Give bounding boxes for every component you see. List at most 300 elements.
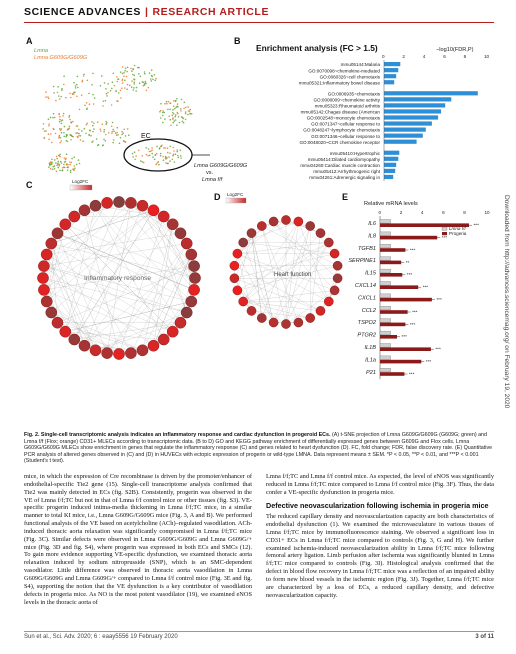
tsne-point bbox=[155, 154, 157, 156]
inflammatory-gene-node bbox=[69, 211, 80, 222]
tsne-point bbox=[59, 116, 61, 118]
tsne-point bbox=[83, 74, 85, 76]
tsne-point bbox=[66, 164, 68, 166]
tsne-point bbox=[112, 142, 114, 144]
inflammatory-gene-node bbox=[148, 340, 159, 351]
body-paragraph: mice, in which the expression of Cre recombinase is driven by the promoter/enhancer of endothelial-specific Tie2 gene (15). Single-cell transcriptome analysis confirmed that Tie2 was mainly detected in ECs (fig. S2B). Consistently, progerin was observed in the VE of Lmna f/f;TC but not in that of Lmna f/f control mice or other tissues (fig. S3). VE-specific progerin induced intima-media thickening in Lmna f/f;TC mice, in a similar manner to total KI mice, i.e., Lmna G609G/G609G mice (Fig. 3, A and B). We performed functional analysis of the VE based on acetylcholine (ACh)–regulated vasodilation. ACh-induced thoracic aorta relaxation was significantly compromised in Lmna f/f;TC mice (Fig. 3C). Similar defects were observed in Lmna G609G/G609G and Lmna G609G/+ mice (Fig. 3D and fig. S4), where progerin was expressed in both ECs and SMCs (12). To gain more evidence supporting VE-specific dysfunction, we examined thoracic aorta relaxation induced by sodium nitroprusside (SNP), which is an SMC-dependent vasodilator. Little difference was observed in thoracic aorta vasodilation in Lmna G609G/G609G and Lmna G609G/+ compared to Lmna f/f control mice (Fig. 3E and fig. S4), supporting the notion that the VE dysfunction is a key contributor of vasodilation defects in progeria mice. As NO is the most potent vasodilator (19), we examined eNOS levels in the thoracic aorta of bbox=[24, 473, 252, 606]
qpcr-tick-label: 6 bbox=[442, 210, 445, 215]
tsne-point bbox=[78, 159, 80, 161]
tsne-point bbox=[126, 76, 128, 78]
tsne-point bbox=[105, 88, 107, 90]
tsne-point bbox=[158, 161, 160, 163]
enrichment-tick-label: 4 bbox=[422, 54, 426, 59]
qpcr-gene-label: PTGR2 bbox=[357, 332, 376, 339]
tsne-point bbox=[162, 156, 164, 158]
tsne-point bbox=[172, 159, 174, 161]
tsne-point bbox=[54, 168, 56, 170]
tsne-point bbox=[163, 159, 165, 161]
tsne-point bbox=[75, 85, 77, 87]
tsne-point bbox=[86, 102, 88, 104]
enrichment-bar bbox=[384, 62, 400, 66]
tsne-point bbox=[93, 128, 95, 130]
inflammatory-gene-node bbox=[46, 238, 57, 249]
tsne-point bbox=[131, 70, 133, 72]
tsne-point bbox=[178, 157, 180, 159]
tsne-point bbox=[111, 104, 113, 106]
heart-gene-node bbox=[247, 306, 256, 315]
tsne-point bbox=[59, 156, 61, 158]
tsne-point bbox=[121, 131, 123, 133]
enrichment-term-label: GO:0006935~chemotaxis bbox=[327, 91, 380, 97]
tsne-point bbox=[80, 139, 82, 141]
tsne-point bbox=[149, 72, 151, 74]
qpcr-bar-control bbox=[380, 294, 391, 298]
tsne-point bbox=[175, 153, 177, 155]
tsne-point bbox=[121, 87, 123, 89]
tsne-point bbox=[56, 158, 58, 160]
heart-gene-node bbox=[316, 306, 325, 315]
enrichment-bar bbox=[384, 80, 394, 84]
page-number: 3 of 11 bbox=[475, 634, 494, 640]
panel-d-letter: D bbox=[214, 192, 221, 202]
tsne-point bbox=[73, 92, 75, 94]
enrichment-title: Enrichment analysis (FC > 1.5) bbox=[256, 43, 378, 53]
qpcr-bar-progeria bbox=[380, 273, 402, 277]
tsne-point bbox=[61, 120, 63, 122]
qpcr-bar-progeria bbox=[380, 248, 405, 252]
qpcr-bar-progeria bbox=[380, 335, 397, 339]
tsne-point bbox=[69, 93, 71, 95]
tsne-point bbox=[155, 164, 157, 166]
heart-gene-node bbox=[281, 215, 290, 224]
tsne-point bbox=[164, 112, 166, 114]
inflammatory-gene-node bbox=[102, 197, 113, 208]
tsne-point bbox=[122, 80, 124, 82]
inflammatory-gene-node bbox=[113, 196, 124, 207]
enrichment-tick-label: 8 bbox=[463, 54, 467, 59]
tsne-point bbox=[48, 125, 50, 127]
tsne-point bbox=[177, 106, 179, 108]
enrichment-bar bbox=[384, 128, 426, 132]
tsne-point bbox=[53, 92, 55, 94]
qpcr-tick-label: 8 bbox=[463, 210, 466, 215]
header-rule bbox=[24, 22, 494, 23]
footer-citation: Sun et al., Sci. Adv. 2020; 6 : eaay5556 19 February 2020 bbox=[24, 634, 178, 640]
tsne-point bbox=[160, 117, 162, 119]
legend-label-progeria: Progeria bbox=[449, 231, 467, 236]
tsne-point bbox=[135, 90, 137, 92]
tsne-point bbox=[108, 132, 110, 134]
qpcr-bar-progeria bbox=[380, 298, 432, 302]
tsne-point bbox=[90, 130, 92, 132]
qpcr-bar-progeria bbox=[380, 360, 421, 364]
tsne-point bbox=[182, 121, 184, 123]
tsne-point bbox=[50, 168, 52, 170]
enrichment-term-label: mmu04261:Adrenergic signaling in bbox=[309, 175, 380, 181]
tsne-point bbox=[180, 110, 182, 112]
tsne-point bbox=[82, 80, 84, 82]
tsne-point bbox=[57, 167, 59, 169]
tsne-point bbox=[54, 165, 56, 167]
heart-gene-node bbox=[230, 261, 239, 270]
tsne-point bbox=[151, 150, 153, 152]
tsne-point bbox=[60, 137, 62, 139]
inflammatory-gene-edge bbox=[51, 217, 163, 313]
inflammatory-gene-node bbox=[175, 228, 186, 239]
tsne-point bbox=[89, 103, 91, 105]
tsne-point bbox=[154, 74, 156, 76]
tsne-point bbox=[114, 85, 116, 87]
inflammatory-gene-edge bbox=[51, 244, 195, 279]
qpcr-bar-control bbox=[380, 319, 391, 323]
tsne-point bbox=[59, 170, 61, 172]
tsne-point bbox=[148, 148, 150, 150]
qpcr-bar-progeria bbox=[380, 285, 418, 289]
enrichment-chart bbox=[299, 54, 490, 181]
tsne-point bbox=[185, 119, 187, 121]
inflammatory-gene-node bbox=[167, 219, 178, 230]
heart-gene-edge bbox=[237, 243, 328, 291]
inflammatory-gene-node bbox=[158, 334, 169, 345]
tsne-point bbox=[180, 108, 182, 110]
qpcr-bar-control bbox=[380, 269, 391, 273]
tsne-point bbox=[125, 141, 127, 143]
tsne-point bbox=[151, 153, 153, 155]
inflammatory-gene-node bbox=[41, 249, 52, 260]
tsne-point bbox=[151, 69, 153, 71]
tsne-point bbox=[124, 70, 126, 72]
tsne-point bbox=[49, 162, 51, 164]
heart-gene-node bbox=[239, 297, 248, 306]
header-separator: | bbox=[144, 6, 149, 18]
inflammatory-gene-node bbox=[46, 307, 57, 318]
tsne-point bbox=[123, 129, 125, 131]
enrichment-bar bbox=[384, 68, 398, 72]
tsne-point bbox=[160, 110, 162, 112]
heart-gene-node bbox=[257, 313, 266, 322]
tsne-point bbox=[91, 84, 93, 86]
tsne-point bbox=[140, 76, 142, 78]
tsne-point bbox=[74, 168, 76, 170]
qpcr-bar-control bbox=[380, 331, 391, 335]
tsne-point bbox=[133, 83, 135, 85]
tsne-point bbox=[55, 162, 57, 164]
tsne-point bbox=[86, 108, 88, 110]
heart-gene-node bbox=[269, 217, 278, 226]
comparison-line-1: Lmna G609G/G609G bbox=[194, 163, 248, 169]
tsne-point bbox=[61, 162, 63, 164]
body-paragraph: Lmna f/f;TC and Lmna f/f control mice. As expected, the level of eNOS was significantly reduced in Lmna f/f;TC mice compared to Lmna f/f control mice (Fig. 3F). Thus, the data confer a VE-specific dysfunction in progeria mice. bbox=[266, 473, 494, 496]
qpcr-significance: *** bbox=[441, 235, 448, 240]
tsne-point bbox=[189, 113, 191, 115]
tsne-point bbox=[96, 138, 98, 140]
heart-gene-node bbox=[257, 221, 266, 230]
tsne-point bbox=[154, 159, 156, 161]
tsne-point bbox=[63, 166, 65, 168]
qpcr-significance: ** bbox=[405, 259, 410, 265]
tsne-point bbox=[61, 128, 63, 130]
tsne-point bbox=[103, 139, 105, 141]
tsne-point bbox=[55, 133, 57, 135]
enrichment-term-label: mmu05144:Malaria bbox=[340, 62, 380, 68]
figure-2 bbox=[24, 34, 494, 429]
tsne-point bbox=[100, 128, 102, 130]
tsne-point bbox=[140, 160, 142, 162]
tsne-point bbox=[88, 93, 90, 95]
qpcr-significance: *** bbox=[409, 247, 416, 253]
tsne-point bbox=[112, 122, 114, 124]
heart-gene-node bbox=[269, 318, 278, 327]
tsne-point bbox=[104, 129, 106, 131]
tsne-point bbox=[48, 98, 50, 100]
tsne-point bbox=[166, 157, 168, 159]
qpcr-bar-control bbox=[380, 356, 391, 360]
tsne-point bbox=[167, 152, 169, 154]
qpcr-bar-control bbox=[380, 368, 391, 372]
tsne-point bbox=[156, 153, 158, 155]
tsne-point bbox=[78, 135, 80, 137]
tsne-point bbox=[71, 162, 73, 164]
tsne-point bbox=[146, 90, 148, 92]
heart-gene-node bbox=[294, 217, 303, 226]
enrichment-term-label: mmu05321:Inflammatory bowel disease bbox=[298, 80, 380, 86]
heart-gene-node bbox=[233, 249, 242, 258]
tsne-point bbox=[97, 121, 99, 123]
qpcr-significance: *** bbox=[435, 346, 441, 352]
tsne-point bbox=[141, 161, 143, 163]
qpcr-chart bbox=[348, 210, 490, 379]
tsne-point bbox=[106, 95, 108, 97]
tsne-point bbox=[180, 155, 182, 157]
tsne-point bbox=[79, 163, 81, 165]
tsne-point bbox=[59, 164, 61, 166]
tsne-point bbox=[77, 76, 79, 78]
tsne-point bbox=[150, 78, 152, 80]
enrichment-tick-label: 10 bbox=[484, 54, 490, 59]
tsne-point bbox=[59, 98, 61, 100]
tsne-point bbox=[63, 75, 65, 77]
tsne-point bbox=[70, 139, 72, 141]
tsne-point bbox=[161, 145, 163, 147]
tsne-point bbox=[61, 132, 63, 134]
tsne-point bbox=[59, 154, 61, 156]
inflammatory-gene-node bbox=[189, 272, 200, 283]
inflammatory-gene-node bbox=[90, 345, 101, 356]
tsne-point bbox=[73, 156, 75, 158]
inflammatory-gene-node bbox=[79, 205, 90, 216]
tsne-point bbox=[172, 122, 174, 124]
tsne-point bbox=[133, 89, 135, 91]
tsne-point bbox=[84, 128, 86, 130]
tsne-point bbox=[143, 85, 145, 87]
heart-gene-node bbox=[239, 238, 248, 247]
tsne-point bbox=[63, 113, 65, 115]
tsne-point bbox=[180, 157, 182, 159]
tsne-point bbox=[149, 151, 151, 153]
tsne-point bbox=[48, 118, 50, 120]
inflammatory-gene-node bbox=[175, 317, 186, 328]
heart-gene-node bbox=[230, 274, 239, 283]
tsne-point bbox=[51, 159, 53, 161]
qpcr-tick-label: 10 bbox=[484, 210, 490, 215]
enrichment-bar bbox=[384, 91, 478, 95]
enrichment-bar bbox=[384, 109, 441, 113]
tsne-point bbox=[172, 109, 174, 111]
tsne-point bbox=[190, 109, 192, 111]
tsne-point bbox=[98, 144, 100, 146]
qpcr-gene-label: IL1a bbox=[365, 357, 376, 364]
tsne-point bbox=[116, 76, 118, 78]
tsne-point bbox=[173, 150, 175, 152]
tsne-point bbox=[132, 156, 134, 158]
tsne-point bbox=[128, 134, 130, 136]
tsne-point bbox=[134, 65, 136, 67]
body-paragraph: The reduced capillary density and neovascularization capacity are both characteristics of endothelial dysfunction (1). We examined the microvasculature in various tissues of Lmna f/f;TC mice by immunofluorescence staining. We observed a significant loss in CD31+ ECs in Lmna f/f;TC mice compared to controls (Fig. 3, G and H). We further examined ischemia-induced neovascularization ability in Lmna f/f;TC mice following femoral artery ligation. Limb perfusion after ischemia was significantly blunted in Lmna f/f;TC mice compared to controls (Fig. 3I). Histological analysis confirmed that the defect in blood flow recovery in Lmna f/f;TC mice was a reflection of an impaired ability to form new blood vessels in the ischemic region (Fig. 3J). Together, Lmna f/f;TC mice are characterized by a loss of ECs, a reduced capillary density, and defective neovascularization capacity. bbox=[266, 513, 494, 599]
tsne-point bbox=[181, 99, 183, 101]
tsne-point bbox=[71, 158, 73, 160]
tsne-point bbox=[160, 153, 162, 155]
tsne-point bbox=[144, 73, 146, 75]
heart-gene-node bbox=[324, 238, 333, 247]
enrichment-bar bbox=[384, 163, 396, 167]
qpcr-significance: *** bbox=[408, 371, 415, 377]
enrichment-tick-label: 0 bbox=[382, 54, 385, 59]
qpcr-bar-progeria bbox=[380, 347, 431, 351]
tsne-point bbox=[169, 160, 171, 162]
tsne-point bbox=[54, 117, 56, 119]
tsne-point bbox=[102, 105, 104, 107]
heart-gene-node bbox=[233, 286, 242, 295]
inflammatory-gene-node bbox=[113, 348, 124, 359]
tsne-point bbox=[117, 134, 119, 136]
tsne-point bbox=[175, 106, 177, 108]
tsne-point bbox=[47, 96, 49, 98]
tsne-point bbox=[163, 147, 165, 149]
tsne-point bbox=[112, 81, 114, 83]
tsne-point bbox=[174, 120, 176, 122]
tsne-point bbox=[64, 157, 66, 159]
tsne-point bbox=[59, 128, 61, 130]
inflammatory-gene-node bbox=[38, 284, 49, 295]
tsne-point bbox=[143, 162, 145, 164]
tsne-point bbox=[77, 137, 79, 139]
tsne-point bbox=[170, 119, 172, 121]
enrichment-bar bbox=[384, 103, 445, 107]
tsne-point bbox=[165, 162, 167, 164]
enrichment-bar bbox=[384, 97, 451, 101]
tsne-point bbox=[58, 155, 60, 157]
tsne-point bbox=[91, 141, 93, 143]
tsne-point bbox=[152, 79, 154, 81]
enrichment-term-label: GO:0048247~lymphocyte chemotaxis bbox=[303, 127, 380, 133]
inflammatory-gene-node bbox=[52, 317, 63, 328]
tsne-point bbox=[169, 152, 171, 154]
tsne-point bbox=[118, 92, 120, 94]
enrichment-bar bbox=[384, 121, 432, 125]
tsne-point bbox=[48, 166, 50, 168]
tsne-point bbox=[124, 87, 126, 89]
tsne-point bbox=[79, 109, 81, 111]
enrichment-term-label: mmu05323:Rheumatoid arthritis bbox=[314, 103, 380, 109]
tsne-point bbox=[52, 117, 54, 119]
tsne-point bbox=[45, 91, 47, 93]
tsne-point bbox=[120, 71, 122, 73]
tsne-point bbox=[81, 94, 83, 96]
tsne-point bbox=[105, 140, 107, 142]
enrichment-term-label: GO:0048020~CCR chemokine receptor bbox=[299, 139, 380, 145]
tsne-point bbox=[93, 103, 95, 105]
inflammatory-gene-edge bbox=[74, 203, 131, 340]
tsne-point bbox=[90, 135, 92, 137]
tsne-point bbox=[183, 118, 185, 120]
qpcr-gene-label: IL8 bbox=[368, 233, 376, 240]
enrichment-tick-label: 6 bbox=[443, 54, 446, 59]
tsne-point bbox=[131, 86, 133, 88]
qpcr-significance: *** bbox=[406, 272, 413, 278]
tsne-point bbox=[48, 123, 50, 125]
tsne-point bbox=[111, 126, 113, 128]
tsne-point bbox=[44, 130, 46, 132]
heart-gene-edge bbox=[274, 222, 338, 279]
tsne-point bbox=[168, 101, 170, 103]
tsne-point bbox=[102, 123, 104, 125]
tsne-point bbox=[107, 92, 109, 94]
enrichment-term-label: GO:0071346~cellular response to bbox=[311, 133, 380, 139]
tsne-point bbox=[55, 100, 57, 102]
heart-gene-node bbox=[306, 221, 315, 230]
qpcr-gene-label: SERPINE1 bbox=[348, 258, 376, 265]
tsne-point bbox=[132, 153, 134, 155]
tsne-point bbox=[73, 93, 75, 95]
tsne-point bbox=[76, 96, 78, 98]
tsne-point bbox=[69, 119, 71, 121]
tsne-point bbox=[92, 125, 94, 127]
enrichment-term-label: GO:0070098~chemokine-mediated bbox=[308, 68, 380, 74]
qpcr-bar-progeria bbox=[380, 236, 437, 240]
tsne-point bbox=[92, 94, 94, 96]
tsne-point bbox=[176, 98, 178, 100]
tsne-point bbox=[66, 154, 68, 156]
heart-gene-node bbox=[281, 319, 290, 328]
tsne-point bbox=[174, 108, 176, 110]
tsne-point bbox=[120, 97, 122, 99]
qpcr-gene-label: IL6 bbox=[368, 221, 376, 227]
heart-gene-node bbox=[330, 249, 339, 258]
tsne-point bbox=[126, 88, 128, 90]
tsne-point bbox=[91, 121, 93, 123]
qpcr-significance: *** bbox=[473, 222, 479, 228]
heart-gene-node bbox=[324, 297, 333, 306]
qpcr-bar-progeria bbox=[380, 261, 401, 265]
qpcr-significance: *** bbox=[422, 284, 429, 290]
tsne-point bbox=[103, 131, 105, 133]
legend-swatch-progeria bbox=[442, 232, 447, 235]
tsne-point bbox=[168, 115, 170, 117]
inflammatory-gene-node bbox=[38, 261, 49, 272]
tsne-point bbox=[125, 135, 127, 137]
inflammatory-gene-node bbox=[167, 326, 178, 337]
tsne-point bbox=[101, 75, 103, 77]
tsne-point bbox=[187, 114, 189, 116]
tsne-point bbox=[125, 68, 127, 70]
enrichment-term-label: mmu04260:Cardiac muscle contraction bbox=[300, 162, 380, 168]
panel-c-color-scale bbox=[70, 185, 92, 190]
tsne-point bbox=[169, 103, 171, 105]
tsne-point bbox=[103, 100, 105, 102]
tsne-point bbox=[124, 80, 126, 82]
panel-c-scale-label: Log2FC bbox=[72, 179, 89, 184]
heart-gene-node bbox=[330, 286, 339, 295]
